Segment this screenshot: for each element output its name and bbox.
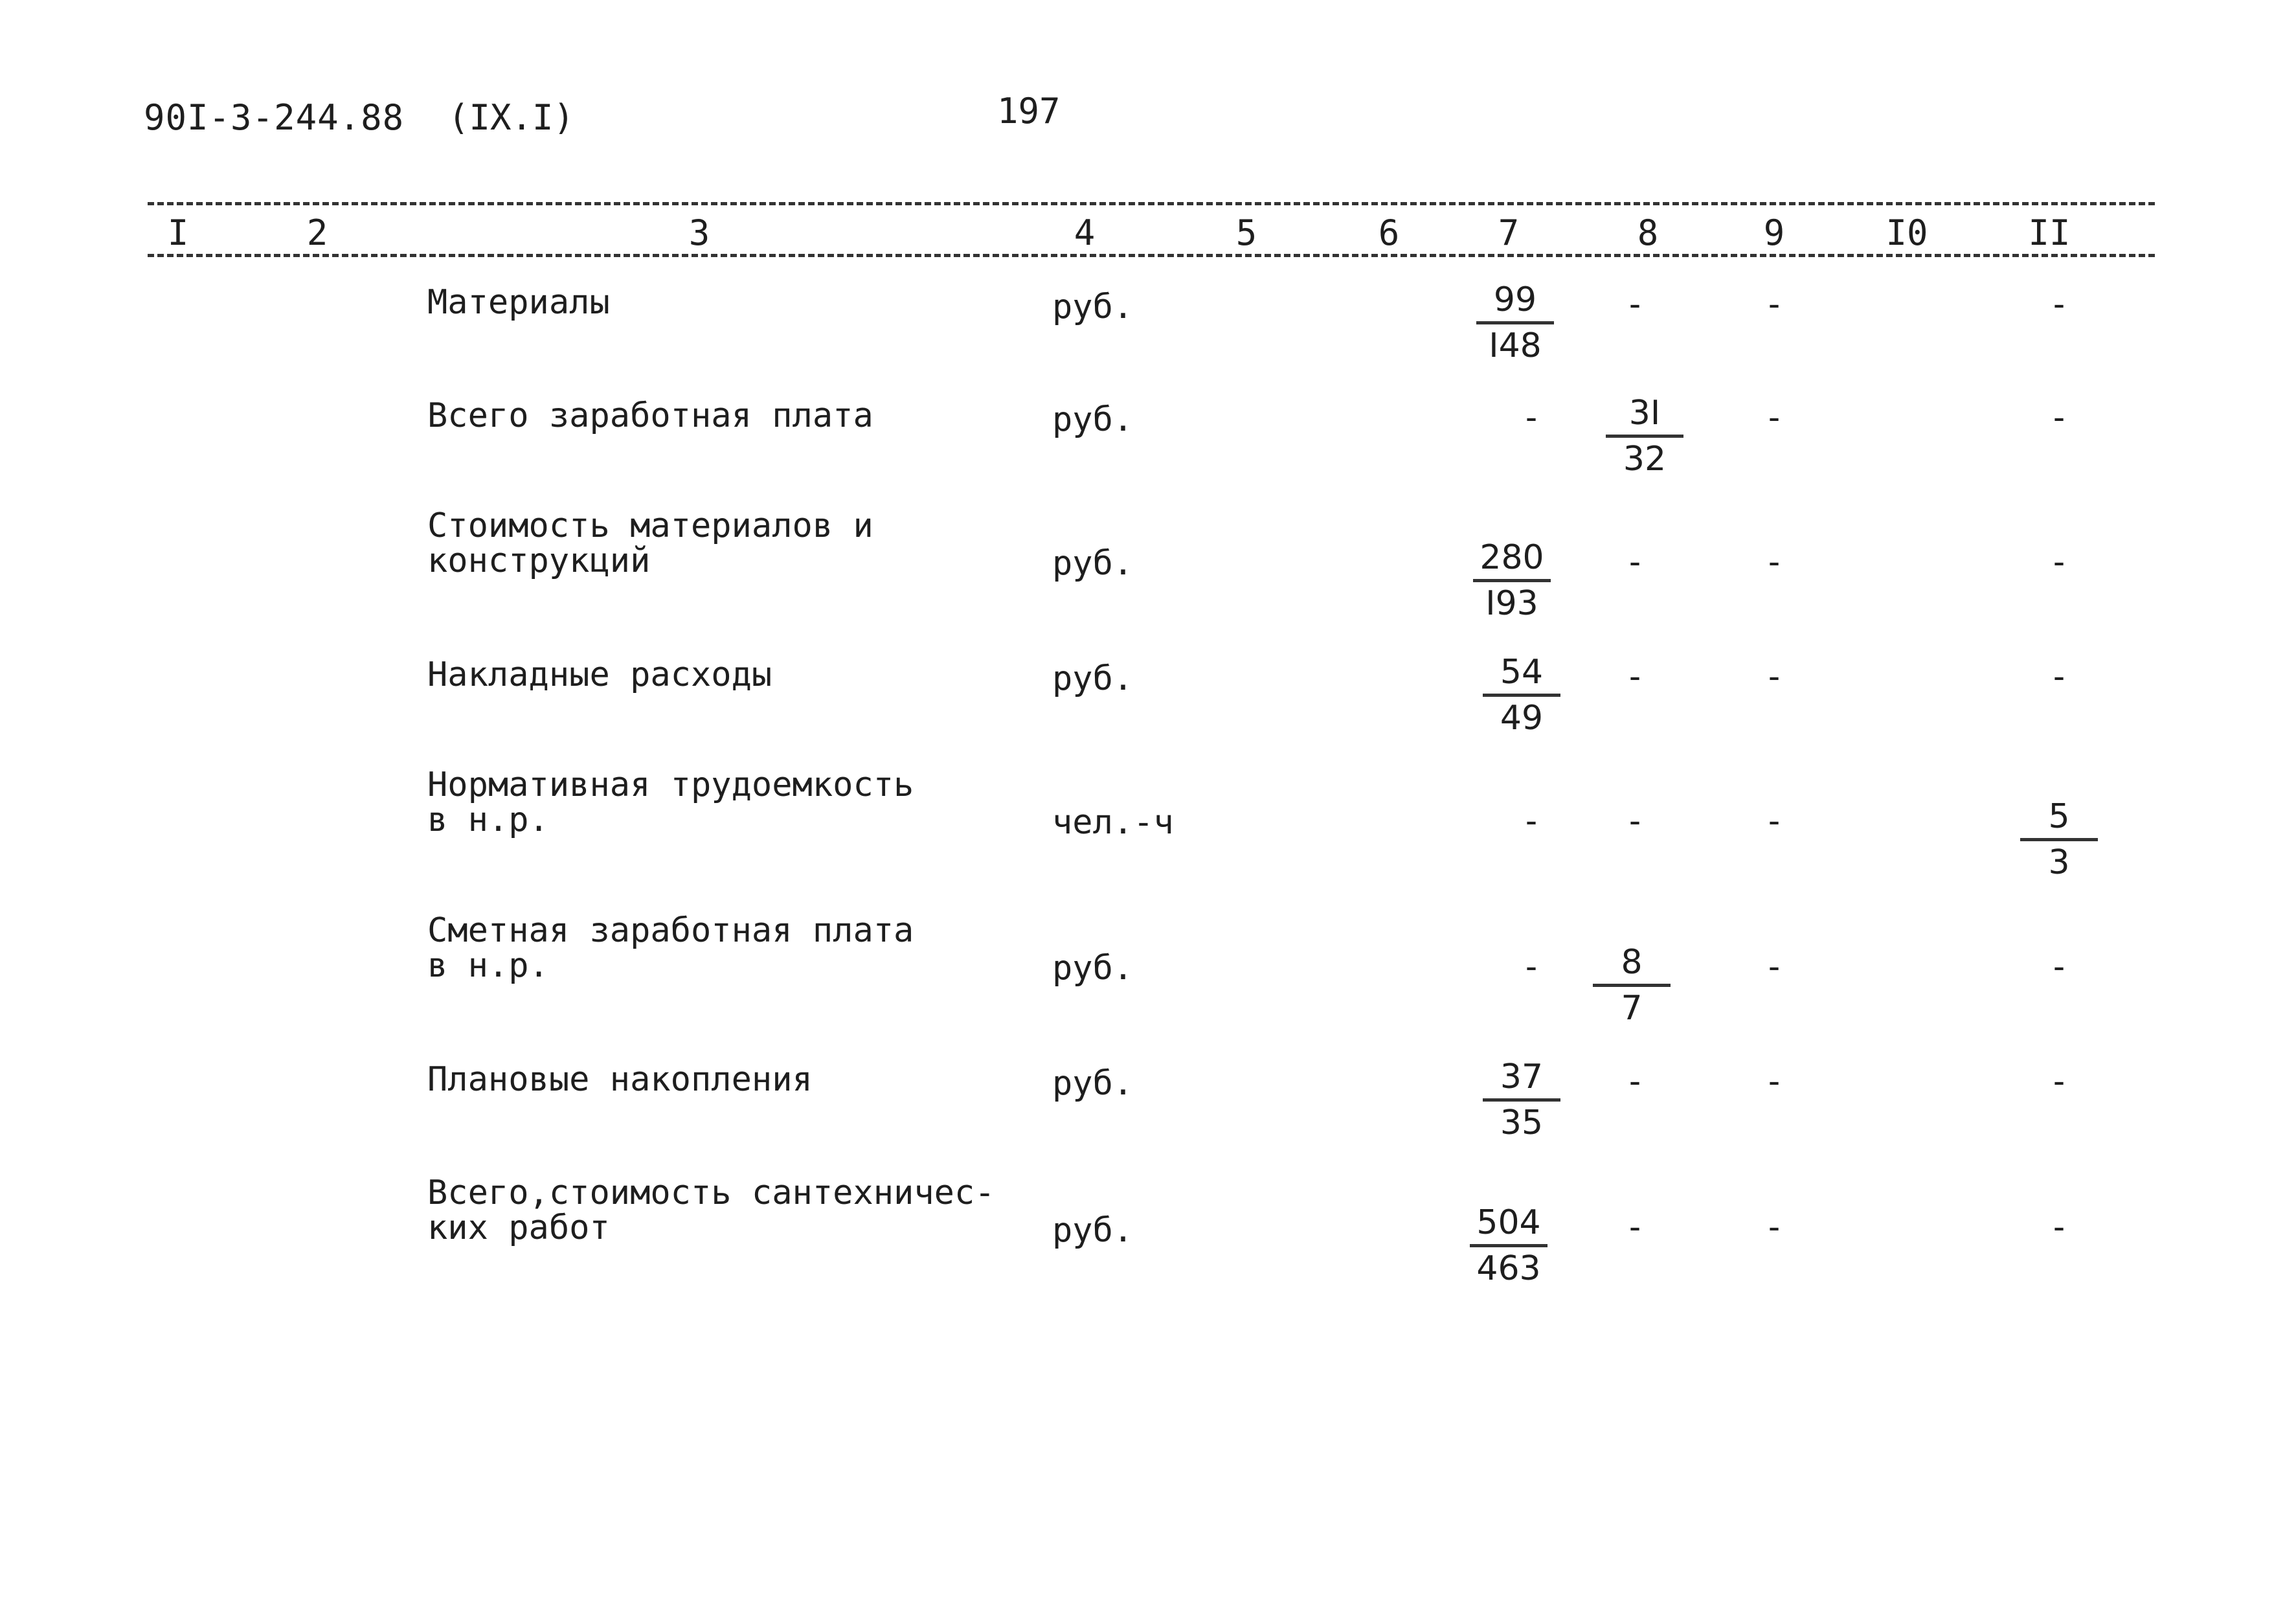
- row-unit: руб.: [1052, 1211, 1134, 1250]
- row-unit: чел.-ч: [1052, 803, 1174, 842]
- row-unit: руб.: [1052, 949, 1134, 988]
- page-number: 197: [997, 91, 1061, 131]
- sheet-reference: (IX.I): [448, 97, 575, 138]
- column-header-2: 2: [306, 212, 328, 253]
- column-header-6: 6: [1378, 212, 1400, 253]
- col8-fraction: $\frac{8}{7}$: [1593, 941, 1671, 1030]
- col11-dash: -: [2049, 947, 2069, 986]
- col7-fraction: $\frac{99}{I48}$: [1476, 278, 1554, 367]
- col8-dash: -: [1625, 657, 1645, 696]
- column-header-7: 7: [1498, 212, 1520, 253]
- col9-dash: -: [1764, 543, 1784, 582]
- row-unit: руб.: [1052, 288, 1134, 326]
- col8-fraction: $\frac{3I}{32}$: [1606, 392, 1683, 481]
- document-code: 90I-3-244.88: [144, 97, 405, 138]
- row-label: Стоимость материалов и конструкций: [427, 506, 873, 580]
- col8-dash: -: [1625, 543, 1645, 582]
- col7-fraction: $\frac{37}{35}$: [1483, 1056, 1560, 1144]
- col7-fraction: $\frac{280}{I93}$: [1473, 536, 1551, 625]
- col8-dash: -: [1625, 1208, 1645, 1247]
- row-label: Сметная заработная плата в н.р.: [427, 911, 914, 985]
- row-unit: руб.: [1052, 400, 1134, 439]
- col7-dash: -: [1521, 947, 1542, 986]
- col9-dash: -: [1764, 657, 1784, 696]
- col9-dash: -: [1764, 802, 1784, 841]
- row-unit: руб.: [1052, 544, 1134, 583]
- row-label: Всего заработная плата: [427, 396, 873, 435]
- col7-fraction: $\frac{54}{49}$: [1483, 651, 1560, 740]
- col11-dash: -: [2049, 285, 2069, 324]
- col11-dash: -: [2049, 543, 2069, 582]
- column-header-10: I0: [1885, 212, 1928, 253]
- row-unit: руб.: [1052, 1064, 1134, 1103]
- column-header-4: 4: [1074, 212, 1096, 253]
- header-bottom-rule: [148, 254, 2155, 257]
- column-header-1: I: [167, 212, 189, 253]
- col7-fraction: $\frac{504}{463}$: [1470, 1201, 1548, 1290]
- col9-dash: -: [1764, 398, 1784, 437]
- column-header-9: 9: [1763, 212, 1785, 253]
- col11-dash: -: [2049, 1208, 2069, 1247]
- column-header-3: 3: [688, 212, 710, 253]
- col11-dash: -: [2049, 1062, 2069, 1101]
- row-label: Накладные расходы: [427, 655, 772, 694]
- col9-dash: -: [1764, 285, 1784, 324]
- row-unit: руб.: [1052, 659, 1134, 698]
- col9-dash: -: [1764, 1208, 1784, 1247]
- col11-dash: -: [2049, 398, 2069, 437]
- column-header-8: 8: [1637, 212, 1659, 253]
- col11-dash: -: [2049, 657, 2069, 696]
- row-label: Нормативная трудоемкость в н.р.: [427, 765, 914, 839]
- col9-dash: -: [1764, 947, 1784, 986]
- row-label: Всего,стоимость сантехничес- ких работ: [427, 1173, 995, 1247]
- col8-dash: -: [1625, 1062, 1645, 1101]
- col7-dash: -: [1521, 398, 1542, 437]
- col9-dash: -: [1764, 1062, 1784, 1101]
- col7-dash: -: [1521, 802, 1542, 841]
- column-header-11: II: [2028, 212, 2071, 253]
- col8-dash: -: [1625, 802, 1645, 841]
- column-header-5: 5: [1235, 212, 1257, 253]
- col11-fraction: $\frac{5}{3}$: [2020, 795, 2098, 884]
- row-label: Плановые накопления: [427, 1060, 813, 1099]
- row-label: Материалы: [427, 283, 610, 322]
- col8-dash: -: [1625, 285, 1645, 324]
- header-top-rule: [148, 202, 2155, 205]
